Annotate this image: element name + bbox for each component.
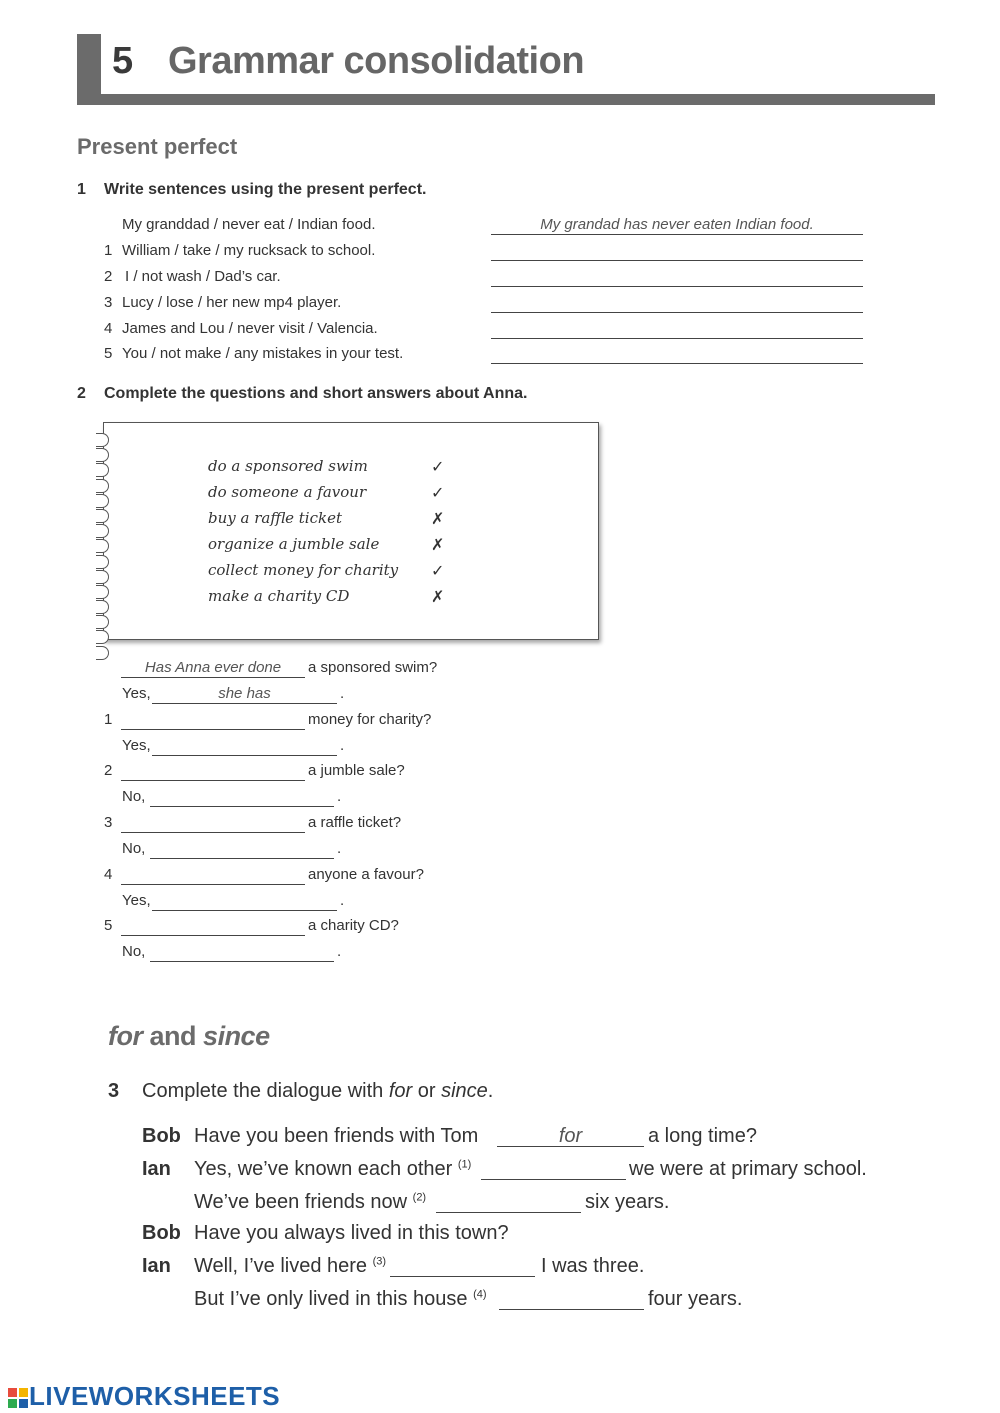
notepad xyxy=(103,422,599,640)
ex3-line-6-sup: (4) xyxy=(473,1288,487,1301)
note-mark-1: ✓ xyxy=(431,459,445,476)
ex3-instruction-for: for xyxy=(388,1080,413,1102)
ex3-line-2-text xyxy=(194,1158,471,1181)
ex2-item-2-question-rest: a jumble sale? xyxy=(308,762,405,779)
ex3-line-2-before: Yes, we’ve known each other xyxy=(194,1158,453,1180)
ex2-instruction: Complete the questions and short answers about Anna. xyxy=(104,385,528,402)
ex3-blank-1-line[interactable] xyxy=(481,1179,626,1180)
ex2-number: 2 xyxy=(77,385,86,402)
ex3-line-1-after: a long time? xyxy=(648,1125,757,1147)
ex2-item-1-answer-end: . xyxy=(340,737,345,754)
ex3-line-1-answer-line xyxy=(497,1146,644,1147)
ex1-item-1-answer-line[interactable] xyxy=(491,260,863,261)
ex3-line-6-before: But I’ve only lived in this house xyxy=(194,1288,468,1310)
ex2-example-answer-line xyxy=(152,703,337,704)
header-bar-horizontal xyxy=(77,94,935,105)
ex1-example-answer: My grandad has never eaten Indian food. xyxy=(540,216,814,233)
ex2-item-3-question-line[interactable] xyxy=(121,832,305,833)
ex3-line-1-text: Have you been friends with Tom xyxy=(194,1125,479,1147)
ex3-line-4-speaker: Bob xyxy=(142,1222,181,1244)
ex3-line-5-sup: (3) xyxy=(372,1255,387,1268)
ex3-line-5-after: I was three. xyxy=(541,1255,645,1277)
ex1-item-4-prompt: James and Lou / never visit / Valencia. xyxy=(122,320,378,337)
ex2-item-1-question-rest: money for charity? xyxy=(308,711,432,728)
ex3-line-5-speaker: Ian xyxy=(142,1255,171,1277)
ex2-item-3-answer-end: . xyxy=(337,840,342,857)
ex2-item-5-question-line[interactable] xyxy=(121,935,305,936)
ex2-item-5-answer-prefix: No, xyxy=(122,943,146,960)
section-title-since: since xyxy=(203,1021,270,1051)
ex3-blank-2-line[interactable] xyxy=(436,1212,581,1213)
ex3-line-6-text xyxy=(194,1288,487,1311)
ex3-line-3-after: six years. xyxy=(585,1191,670,1213)
notepad-spiral xyxy=(96,433,114,661)
note-item-2: do someone a favour xyxy=(208,483,367,501)
page-title: Grammar consolidation xyxy=(168,40,585,82)
ex1-example-prompt: My granddad / never eat / Indian food. xyxy=(122,216,376,233)
ex3-line-4-text: Have you always lived in this town? xyxy=(194,1222,509,1244)
ex1-item-3-prompt: Lucy / lose / her new mp4 player. xyxy=(122,294,342,311)
ex1-item-4-num: 4 xyxy=(104,320,113,337)
ex3-line-1-answer: for xyxy=(558,1125,583,1147)
liveworksheets-logo[interactable] xyxy=(8,1381,280,1412)
ex1-item-4-answer-line[interactable] xyxy=(491,338,863,339)
ex2-item-1-answer-prefix: Yes, xyxy=(122,737,151,754)
ex1-instruction: Write sentences using the present perfect. xyxy=(104,181,427,198)
ex1-item-2-num: 2 xyxy=(104,268,113,285)
ex1-item-2-answer-line[interactable] xyxy=(491,286,863,287)
ex2-item-2-answer-end: . xyxy=(337,788,342,805)
ex2-example-short-answer: she has xyxy=(218,685,271,702)
liveworksheets-logo-text: LIVEWORKSHEETS xyxy=(29,1381,281,1411)
ex3-line-3-text xyxy=(194,1191,426,1214)
ex2-item-5-question-rest: a charity CD? xyxy=(308,917,399,934)
ex1-item-1-num: 1 xyxy=(104,242,113,259)
note-item-4: organize a jumble sale xyxy=(208,535,380,553)
ex3-instruction-start: Complete the dialogue with xyxy=(142,1080,384,1102)
ex2-item-4-question-line[interactable] xyxy=(121,884,305,885)
ex3-line-2-speaker: Ian xyxy=(142,1158,171,1180)
ex3-line-2-sup: (1) xyxy=(457,1158,472,1171)
ex3-instruction-since: since xyxy=(441,1080,488,1102)
ex2-item-4-num: 4 xyxy=(104,866,113,883)
ex1-number: 1 xyxy=(77,181,86,198)
ex3-instruction-or: or xyxy=(417,1080,436,1102)
ex2-item-1-answer-line[interactable] xyxy=(152,755,337,756)
note-mark-5: ✓ xyxy=(431,563,445,580)
ex3-line-6-after: four years. xyxy=(648,1288,743,1310)
note-item-5: collect money for charity xyxy=(208,561,399,579)
liveworksheets-logo-icon xyxy=(8,1388,28,1408)
ex2-item-3-answer-line[interactable] xyxy=(150,858,334,859)
ex1-example-line xyxy=(491,234,863,235)
ex2-item-2-question-line[interactable] xyxy=(121,780,305,781)
section-title-for-and-since xyxy=(108,1021,270,1052)
ex2-example-question-answer: Has Anna ever done xyxy=(144,659,282,676)
note-item-6: make a charity CD xyxy=(208,587,350,605)
ex2-item-5-num: 5 xyxy=(104,917,113,934)
ex2-item-1-num: 1 xyxy=(104,711,113,728)
ex3-line-2-after: we were at primary school. xyxy=(629,1158,867,1180)
ex2-example-question-rest: a sponsored swim? xyxy=(308,659,438,676)
ex3-instruction xyxy=(142,1080,493,1103)
ex1-item-5-num: 5 xyxy=(104,345,113,362)
ex2-example-question-line xyxy=(121,677,305,678)
ex1-item-3-num: 3 xyxy=(104,294,113,311)
ex2-item-3-question-rest: a raffle ticket? xyxy=(308,814,402,831)
ex2-item-2-answer-prefix: No, xyxy=(122,788,146,805)
ex1-item-2-prompt: I / not wash / Dad’s car. xyxy=(125,268,281,285)
ex2-item-5-answer-line[interactable] xyxy=(150,961,334,962)
ex1-item-1-prompt: William / take / my rucksack to school. xyxy=(122,242,376,259)
ex1-item-5-prompt: You / not make / any mistakes in your test. xyxy=(122,345,404,362)
note-mark-3: ✗ xyxy=(431,511,445,528)
ex2-item-3-answer-prefix: No, xyxy=(122,840,146,857)
ex2-example-answer-end: . xyxy=(340,685,345,702)
ex2-item-4-answer-prefix: Yes, xyxy=(122,892,151,909)
ex1-item-3-answer-line[interactable] xyxy=(491,312,863,313)
note-item-1: do a sponsored swim xyxy=(208,457,368,475)
note-mark-4: ✗ xyxy=(431,537,445,554)
note-mark-6: ✗ xyxy=(431,589,445,606)
ex2-item-5-answer-end: . xyxy=(337,943,342,960)
ex3-blank-3-line[interactable] xyxy=(390,1276,535,1277)
ex2-item-4-answer-end: . xyxy=(340,892,345,909)
section-title-and: and xyxy=(149,1021,197,1051)
ex3-instruction-end: . xyxy=(487,1080,494,1102)
ex3-blank-4-line[interactable] xyxy=(499,1309,644,1310)
section-title-for: for xyxy=(108,1021,143,1051)
ex1-item-5-answer-line[interactable] xyxy=(491,363,863,364)
ex3-line-3-before: We’ve been friends now xyxy=(194,1191,408,1213)
ex2-item-4-question-rest: anyone a favour? xyxy=(308,866,424,883)
ex2-item-1-question-line[interactable] xyxy=(121,729,305,730)
ex3-line-5-before: Well, I’ve lived here xyxy=(194,1255,368,1277)
ex3-number: 3 xyxy=(108,1080,120,1102)
note-mark-2: ✓ xyxy=(431,485,445,502)
ex3-line-5-text xyxy=(194,1255,386,1278)
unit-number: 5 xyxy=(112,40,134,82)
ex2-example-answer-prefix: Yes, xyxy=(122,685,151,702)
ex3-line-1-speaker: Bob xyxy=(142,1125,181,1147)
ex2-item-4-answer-line[interactable] xyxy=(152,910,337,911)
ex2-item-2-answer-line[interactable] xyxy=(150,806,334,807)
note-item-3: buy a raffle ticket xyxy=(208,509,342,527)
ex3-line-3-sup: (2) xyxy=(412,1191,427,1204)
section-title-present-perfect: Present perfect xyxy=(77,134,238,159)
ex2-item-2-num: 2 xyxy=(104,762,113,779)
ex2-item-3-num: 3 xyxy=(104,814,113,831)
